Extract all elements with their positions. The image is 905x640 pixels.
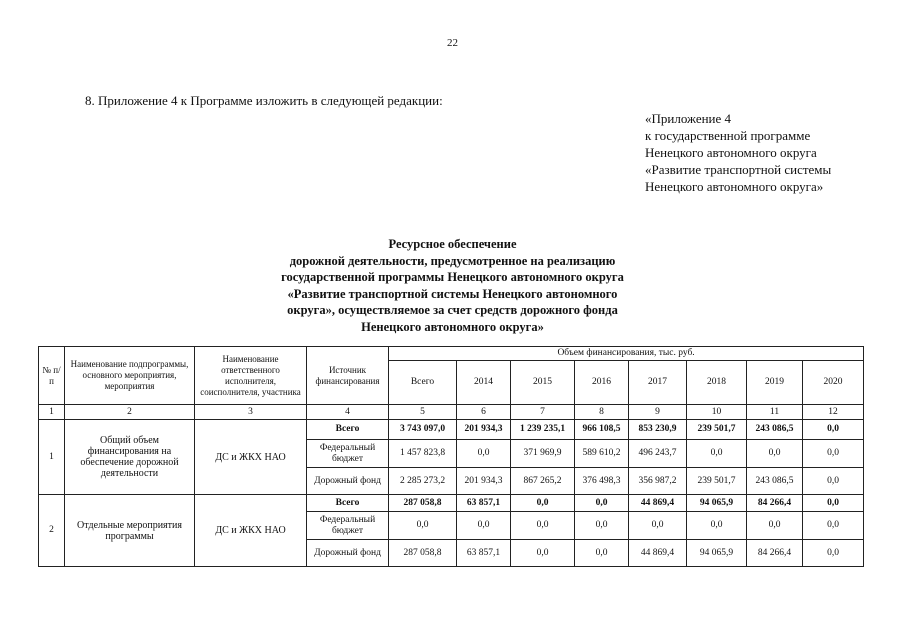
funding-value: 0,0 bbox=[687, 440, 747, 468]
title-line: Ненецкого автономного округа» bbox=[361, 319, 544, 334]
funding-value: 0,0 bbox=[747, 440, 803, 468]
title-line: «Развитие транспортной системы Ненецкого автономного bbox=[287, 286, 618, 301]
funding-value: 84 266,4 bbox=[747, 495, 803, 512]
funding-value: 0,0 bbox=[575, 495, 629, 512]
row-number: 1 bbox=[39, 420, 65, 495]
funding-value: 0,0 bbox=[457, 440, 511, 468]
funding-value: 0,0 bbox=[575, 512, 629, 540]
column-number: 7 bbox=[511, 405, 575, 420]
funding-value: 44 869,4 bbox=[629, 495, 687, 512]
funding-total: 3 743 097,0 bbox=[389, 420, 457, 440]
funding-value: 201 934,3 bbox=[457, 420, 511, 440]
funding-total: 287 058,8 bbox=[389, 495, 457, 512]
funding-source: Федеральный бюджет bbox=[307, 440, 389, 468]
appendix-line: «Приложение 4 bbox=[645, 111, 732, 126]
funding-value: 966 108,5 bbox=[575, 420, 629, 440]
funding-source: Дорожный фонд bbox=[307, 468, 389, 495]
resource-table bbox=[38, 346, 864, 567]
funding-value: 0,0 bbox=[511, 495, 575, 512]
funding-total: 0,0 bbox=[389, 512, 457, 540]
funding-value: 589 610,2 bbox=[575, 440, 629, 468]
header-num: № п/п bbox=[39, 347, 65, 405]
funding-total: 2 285 273,2 bbox=[389, 468, 457, 495]
header-year: 2020 bbox=[803, 361, 864, 405]
header-executor: Наименование ответственного исполнителя, соисполнителя, участника bbox=[195, 347, 307, 405]
executor-name: ДС и ЖКХ НАО bbox=[195, 420, 307, 495]
appendix-line: Ненецкого автономного округа bbox=[645, 145, 817, 160]
funding-value: 44 869,4 bbox=[629, 540, 687, 567]
header-total: Всего bbox=[389, 361, 457, 405]
page-number: 22 bbox=[447, 37, 458, 49]
column-number: 9 bbox=[629, 405, 687, 420]
funding-total: 287 058,8 bbox=[389, 540, 457, 567]
appendix-reference bbox=[645, 110, 831, 195]
funding-value: 94 065,9 bbox=[687, 540, 747, 567]
row-number: 2 bbox=[39, 495, 65, 567]
funding-value: 243 086,5 bbox=[747, 468, 803, 495]
header-year: 2019 bbox=[747, 361, 803, 405]
funding-value: 63 857,1 bbox=[457, 540, 511, 567]
funding-value: 1 239 235,1 bbox=[511, 420, 575, 440]
title-line: Ресурсное обеспечение bbox=[388, 237, 517, 251]
executor-name: ДС и ЖКХ НАО bbox=[195, 495, 307, 567]
appendix-line: Ненецкого автономного округа» bbox=[645, 179, 824, 194]
funding-value: 0,0 bbox=[747, 512, 803, 540]
funding-value: 0,0 bbox=[575, 540, 629, 567]
header-year: 2015 bbox=[511, 361, 575, 405]
column-number: 4 bbox=[307, 405, 389, 420]
funding-value: 371 969,9 bbox=[511, 440, 575, 468]
funding-value: 243 086,5 bbox=[747, 420, 803, 440]
column-number: 12 bbox=[803, 405, 864, 420]
table-row bbox=[39, 495, 864, 512]
column-number: 6 bbox=[457, 405, 511, 420]
document-title bbox=[200, 236, 705, 335]
funding-value: 239 501,7 bbox=[687, 420, 747, 440]
funding-value: 0,0 bbox=[803, 440, 864, 468]
appendix-line: «Развитие транспортной системы bbox=[645, 162, 832, 177]
header-year: 2014 bbox=[457, 361, 511, 405]
column-number: 3 bbox=[195, 405, 307, 420]
table-body bbox=[39, 420, 864, 567]
funding-value: 239 501,7 bbox=[687, 468, 747, 495]
column-number: 11 bbox=[747, 405, 803, 420]
appendix-line: к государственной программе bbox=[645, 128, 811, 143]
funding-source: Федеральный бюджет bbox=[307, 512, 389, 540]
funding-value: 0,0 bbox=[511, 540, 575, 567]
title-line: государственной программы Ненецкого автономного округа bbox=[281, 270, 624, 284]
funding-value: 853 230,9 bbox=[629, 420, 687, 440]
column-number: 2 bbox=[65, 405, 195, 420]
table-row bbox=[39, 420, 864, 440]
funding-value: 496 243,7 bbox=[629, 440, 687, 468]
header-year: 2016 bbox=[575, 361, 629, 405]
title-line: округа», осуществляемое за счет средств дорожного фонда bbox=[287, 303, 618, 317]
funding-value: 0,0 bbox=[457, 512, 511, 540]
funding-value: 94 065,9 bbox=[687, 495, 747, 512]
column-number: 8 bbox=[575, 405, 629, 420]
funding-value: 0,0 bbox=[803, 420, 864, 440]
funding-value: 0,0 bbox=[687, 512, 747, 540]
header-year: 2018 bbox=[687, 361, 747, 405]
funding-source: Дорожный фонд bbox=[307, 540, 389, 567]
funding-value: 0,0 bbox=[803, 468, 864, 495]
funding-source: Всего bbox=[307, 420, 389, 440]
column-number: 5 bbox=[389, 405, 457, 420]
header-source: Источник финансирования bbox=[307, 347, 389, 405]
funding-value: 63 857,1 bbox=[457, 495, 511, 512]
funding-source: Всего bbox=[307, 495, 389, 512]
header-name: Наименование подпрограммы, основного мероприятия, мероприятия bbox=[65, 347, 195, 405]
funding-value: 356 987,2 bbox=[629, 468, 687, 495]
column-numbers-row bbox=[39, 405, 864, 420]
title-line: дорожной деятельности, предусмотренное на реализацию bbox=[289, 253, 616, 268]
header-volume: Объем финансирования, тыс. руб. bbox=[389, 347, 864, 361]
funding-total: 1 457 823,8 bbox=[389, 440, 457, 468]
funding-value: 0,0 bbox=[803, 512, 864, 540]
column-number: 1 bbox=[39, 405, 65, 420]
funding-value: 0,0 bbox=[629, 512, 687, 540]
header-year: 2017 bbox=[629, 361, 687, 405]
column-number: 10 bbox=[687, 405, 747, 420]
funding-value: 0,0 bbox=[511, 512, 575, 540]
funding-value: 867 265,2 bbox=[511, 468, 575, 495]
program-name: Отдельные мероприятия программы bbox=[65, 495, 195, 567]
funding-value: 376 498,3 bbox=[575, 468, 629, 495]
funding-value: 84 266,4 bbox=[747, 540, 803, 567]
program-name: Общий объем финансирования на обеспечение дорожной деятельности bbox=[65, 420, 195, 495]
funding-value: 0,0 bbox=[803, 540, 864, 567]
funding-value: 201 934,3 bbox=[457, 468, 511, 495]
funding-value: 0,0 bbox=[803, 495, 864, 512]
instruction-text: 8. Приложение 4 к Программе изложить в следующей редакции: bbox=[85, 93, 443, 108]
